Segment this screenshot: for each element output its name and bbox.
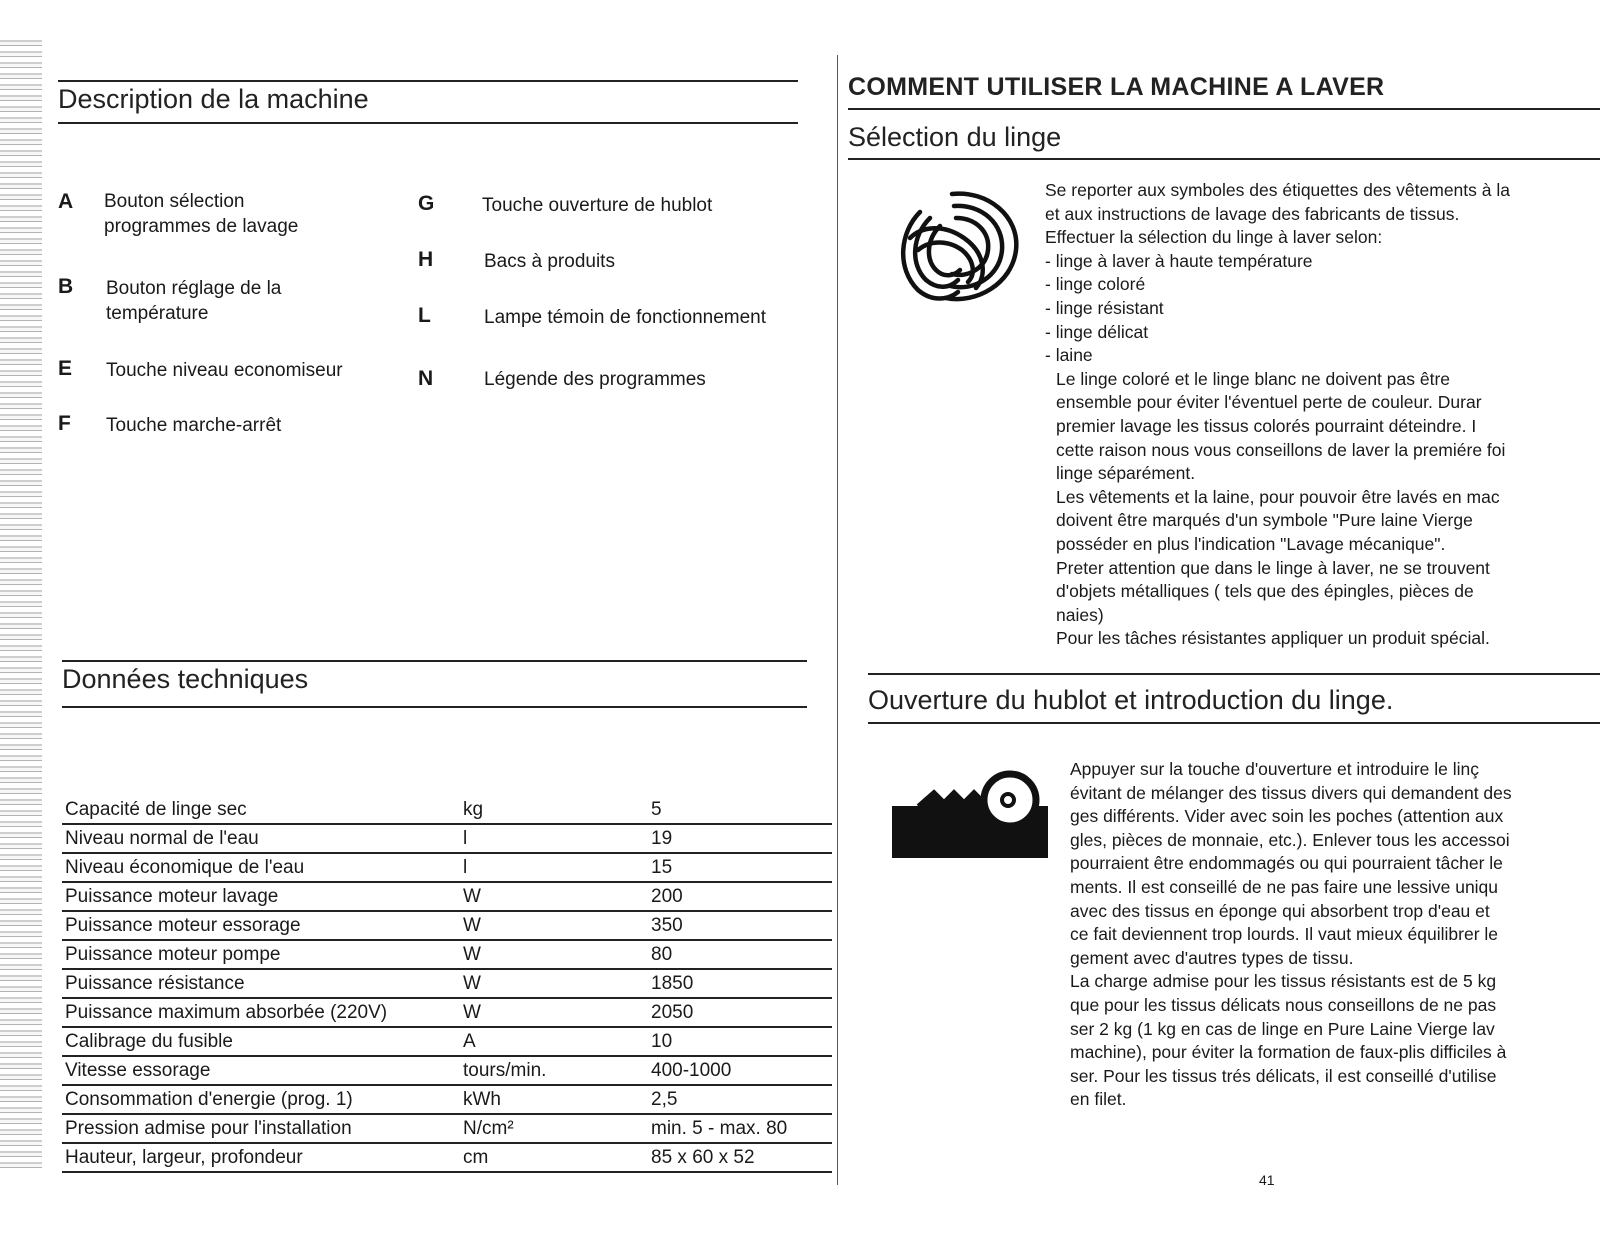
spec-name: Niveau normal de l'eau bbox=[62, 824, 460, 853]
page-number: 41 bbox=[1259, 1172, 1275, 1188]
section-title-technical: Données techniques bbox=[62, 664, 309, 694]
item-text: Touche ouverture de hublot bbox=[482, 195, 713, 216]
item-text: Touche niveau economiseur bbox=[106, 360, 343, 381]
table-row bbox=[62, 824, 832, 853]
spec-value: 2050 bbox=[648, 998, 832, 1027]
table-row bbox=[62, 1085, 832, 1114]
section-title-description: Description de la machine bbox=[58, 84, 369, 114]
text-line: avec des tissus en éponge qui absorbent trop d'eau et bbox=[1070, 900, 1490, 921]
text-line: linge séparément. bbox=[1056, 463, 1196, 484]
spec-unit: W bbox=[460, 911, 648, 940]
text-line: évitant de mélanger des tissus divers qui demandent des bbox=[1070, 782, 1512, 803]
spec-name: Pression admise pour l'installation bbox=[62, 1114, 460, 1143]
rule bbox=[868, 673, 1600, 675]
text-line: machine), pour éviter la formation de faux-plis difficiles à bbox=[1070, 1042, 1507, 1063]
opening-text bbox=[1070, 758, 1512, 1112]
spec-value: 15 bbox=[648, 853, 832, 882]
spec-name: Niveau économique de l'eau bbox=[62, 853, 460, 882]
table-row bbox=[62, 853, 832, 882]
text-line: Effectuer la sélection du linge à laver selon: bbox=[1045, 227, 1383, 248]
spec-value: 200 bbox=[648, 882, 832, 911]
text-line: naies) bbox=[1056, 604, 1104, 625]
text-line: - linge délicat bbox=[1045, 321, 1149, 342]
spec-unit: kg bbox=[460, 796, 648, 824]
text-line: ments. Il est conseillé de ne pas faire une lessive uniqu bbox=[1070, 876, 1499, 897]
spec-unit: l bbox=[460, 824, 648, 853]
selection-text bbox=[1045, 179, 1510, 651]
text-line: gles, pièces de monnaie, etc.). Enlever tous les accessoi bbox=[1070, 829, 1510, 850]
scan-binding-edge bbox=[0, 40, 42, 1170]
table-row bbox=[62, 1143, 832, 1172]
table-row bbox=[62, 998, 832, 1027]
text-line: cette raison nous vous conseillons de laver la premiére foi bbox=[1056, 439, 1506, 460]
item-text: Bouton sélection programmes de lavage bbox=[104, 191, 299, 237]
spec-name: Puissance résistance bbox=[62, 969, 460, 998]
section-title-opening: Ouverture du hublot et introduction du linge. bbox=[868, 685, 1394, 715]
text-line: Preter attention que dans le linge à laver, ne se trouvent bbox=[1056, 557, 1490, 578]
text-line: ges différents. Vider avec soin les poches (attention aux bbox=[1070, 806, 1504, 827]
spec-value: 10 bbox=[648, 1027, 832, 1056]
text-line: ce fait deviennent trop lourds. Il vaut mieux équilibrer le bbox=[1070, 924, 1499, 945]
rule bbox=[62, 660, 807, 662]
text-line: que pour les tissus délicats nous conseillons de ne pas bbox=[1070, 994, 1497, 1015]
text-line: en filet. bbox=[1070, 1089, 1127, 1110]
item-letter: A bbox=[58, 190, 74, 213]
item-letter: L bbox=[418, 304, 431, 327]
spec-value: min. 5 - max. 80 bbox=[648, 1114, 832, 1143]
text-line: posséder en plus l'indication "Lavage mécanique". bbox=[1056, 533, 1446, 554]
spec-unit: W bbox=[460, 969, 648, 998]
rule bbox=[62, 706, 807, 708]
spec-unit: W bbox=[460, 882, 648, 911]
rule bbox=[848, 108, 1600, 110]
item-letter: E bbox=[58, 357, 73, 380]
table-row bbox=[62, 796, 832, 824]
text-line: Pour les tâches résistantes appliquer un produit spécial. bbox=[1056, 628, 1490, 649]
rule bbox=[848, 158, 1600, 160]
item-letter: B bbox=[58, 275, 74, 298]
text-line: gement avec d'autres types de tissu. bbox=[1070, 947, 1354, 968]
spec-unit: W bbox=[460, 940, 648, 969]
spec-name: Vitesse essorage bbox=[62, 1056, 460, 1085]
text-line: premier lavage les tissus colorés pourraint déteindre. I bbox=[1056, 415, 1477, 436]
spec-unit: A bbox=[460, 1027, 648, 1056]
table-row bbox=[62, 882, 832, 911]
text-line: Les vêtements et la laine, pour pouvoir être lavés en mac bbox=[1056, 486, 1500, 507]
text-line: d'objets métalliques ( tels que des épingles, pièces de bbox=[1056, 581, 1474, 602]
text-line: Appuyer sur la touche d'ouverture et introduire le linç bbox=[1070, 759, 1479, 779]
technical-data-table bbox=[62, 796, 832, 1173]
item-text: Légende des programmes bbox=[484, 369, 706, 390]
table-row bbox=[62, 969, 832, 998]
item-letter: G bbox=[418, 192, 435, 215]
item-text: Bouton réglage de la température bbox=[106, 278, 282, 324]
rule bbox=[868, 722, 1600, 724]
spec-name: Puissance moteur essorage bbox=[62, 911, 460, 940]
item-text: Bacs à produits bbox=[484, 251, 615, 272]
spec-name: Puissance maximum absorbée (220V) bbox=[62, 998, 460, 1027]
spec-value: 5 bbox=[648, 796, 832, 824]
key-icon bbox=[892, 770, 1048, 858]
rule bbox=[58, 80, 798, 82]
text-line: - linge résistant bbox=[1045, 297, 1164, 318]
text-line: - linge à laver à haute température bbox=[1045, 250, 1313, 271]
page-divider bbox=[837, 55, 838, 1185]
section-title-selection: Sélection du linge bbox=[848, 122, 1062, 152]
item-text: Lampe témoin de fonctionnement bbox=[484, 307, 767, 328]
item-letter: F bbox=[58, 412, 71, 435]
spec-value: 19 bbox=[648, 824, 832, 853]
spec-unit: N/cm² bbox=[460, 1114, 648, 1143]
item-letter: H bbox=[418, 248, 434, 271]
table-row bbox=[62, 1114, 832, 1143]
spec-unit: l bbox=[460, 853, 648, 882]
text-line: doivent être marqués d'un symbole "Pure laine Vierge bbox=[1056, 510, 1473, 531]
spec-value: 80 bbox=[648, 940, 832, 969]
spec-value: 400-1000 bbox=[648, 1056, 832, 1085]
table-row bbox=[62, 1056, 832, 1085]
spec-value: 1850 bbox=[648, 969, 832, 998]
text-line: - linge coloré bbox=[1045, 274, 1146, 295]
text-line: ensemble pour éviter l'éventuel perte de couleur. Durar bbox=[1056, 392, 1482, 413]
spec-name: Calibrage du fusible bbox=[62, 1027, 460, 1056]
spec-value: 85 x 60 x 52 bbox=[648, 1143, 832, 1172]
text-line: ser. Pour les tissus trés délicats, il est conseillé d'utilise bbox=[1070, 1065, 1497, 1086]
spec-value: 350 bbox=[648, 911, 832, 940]
rule bbox=[58, 122, 798, 124]
spec-unit: kWh bbox=[460, 1085, 648, 1114]
text-line: ser 2 kg (1 kg en cas de linge en Pure Laine Vierge lav bbox=[1070, 1018, 1495, 1039]
item-letter: N bbox=[418, 367, 434, 390]
text-line: pourraient être endommagés ou qui pourraient tâcher le bbox=[1070, 853, 1503, 874]
spec-name: Puissance moteur lavage bbox=[62, 882, 460, 911]
spec-unit: cm bbox=[460, 1143, 648, 1172]
table-row bbox=[62, 940, 832, 969]
spec-unit: W bbox=[460, 998, 648, 1027]
text-line: La charge admise pour les tissus résistants est de 5 kg bbox=[1070, 971, 1497, 992]
spec-name: Puissance moteur pompe bbox=[62, 940, 460, 969]
main-title: COMMENT UTILISER LA MACHINE A LAVER bbox=[848, 73, 1385, 101]
text-line: et aux instructions de lavage des fabricants de tissus. bbox=[1045, 203, 1460, 224]
spec-name: Capacité de linge sec bbox=[62, 796, 460, 824]
text-line: - laine bbox=[1045, 345, 1093, 366]
table-row bbox=[62, 911, 832, 940]
spec-value: 2,5 bbox=[648, 1085, 832, 1114]
spec-name: Consommation d'energie (prog. 1) bbox=[62, 1085, 460, 1114]
spec-name: Hauteur, largeur, profondeur bbox=[62, 1143, 460, 1172]
spec-unit: tours/min. bbox=[460, 1056, 648, 1085]
text-line: Se reporter aux symboles des étiquettes des vêtements à la bbox=[1045, 180, 1510, 200]
wool-label-icon bbox=[892, 188, 1028, 308]
text-line: Le linge coloré et le linge blanc ne doivent pas être bbox=[1056, 368, 1451, 389]
item-text: Touche marche-arrêt bbox=[106, 415, 282, 436]
table-row bbox=[62, 1027, 832, 1056]
